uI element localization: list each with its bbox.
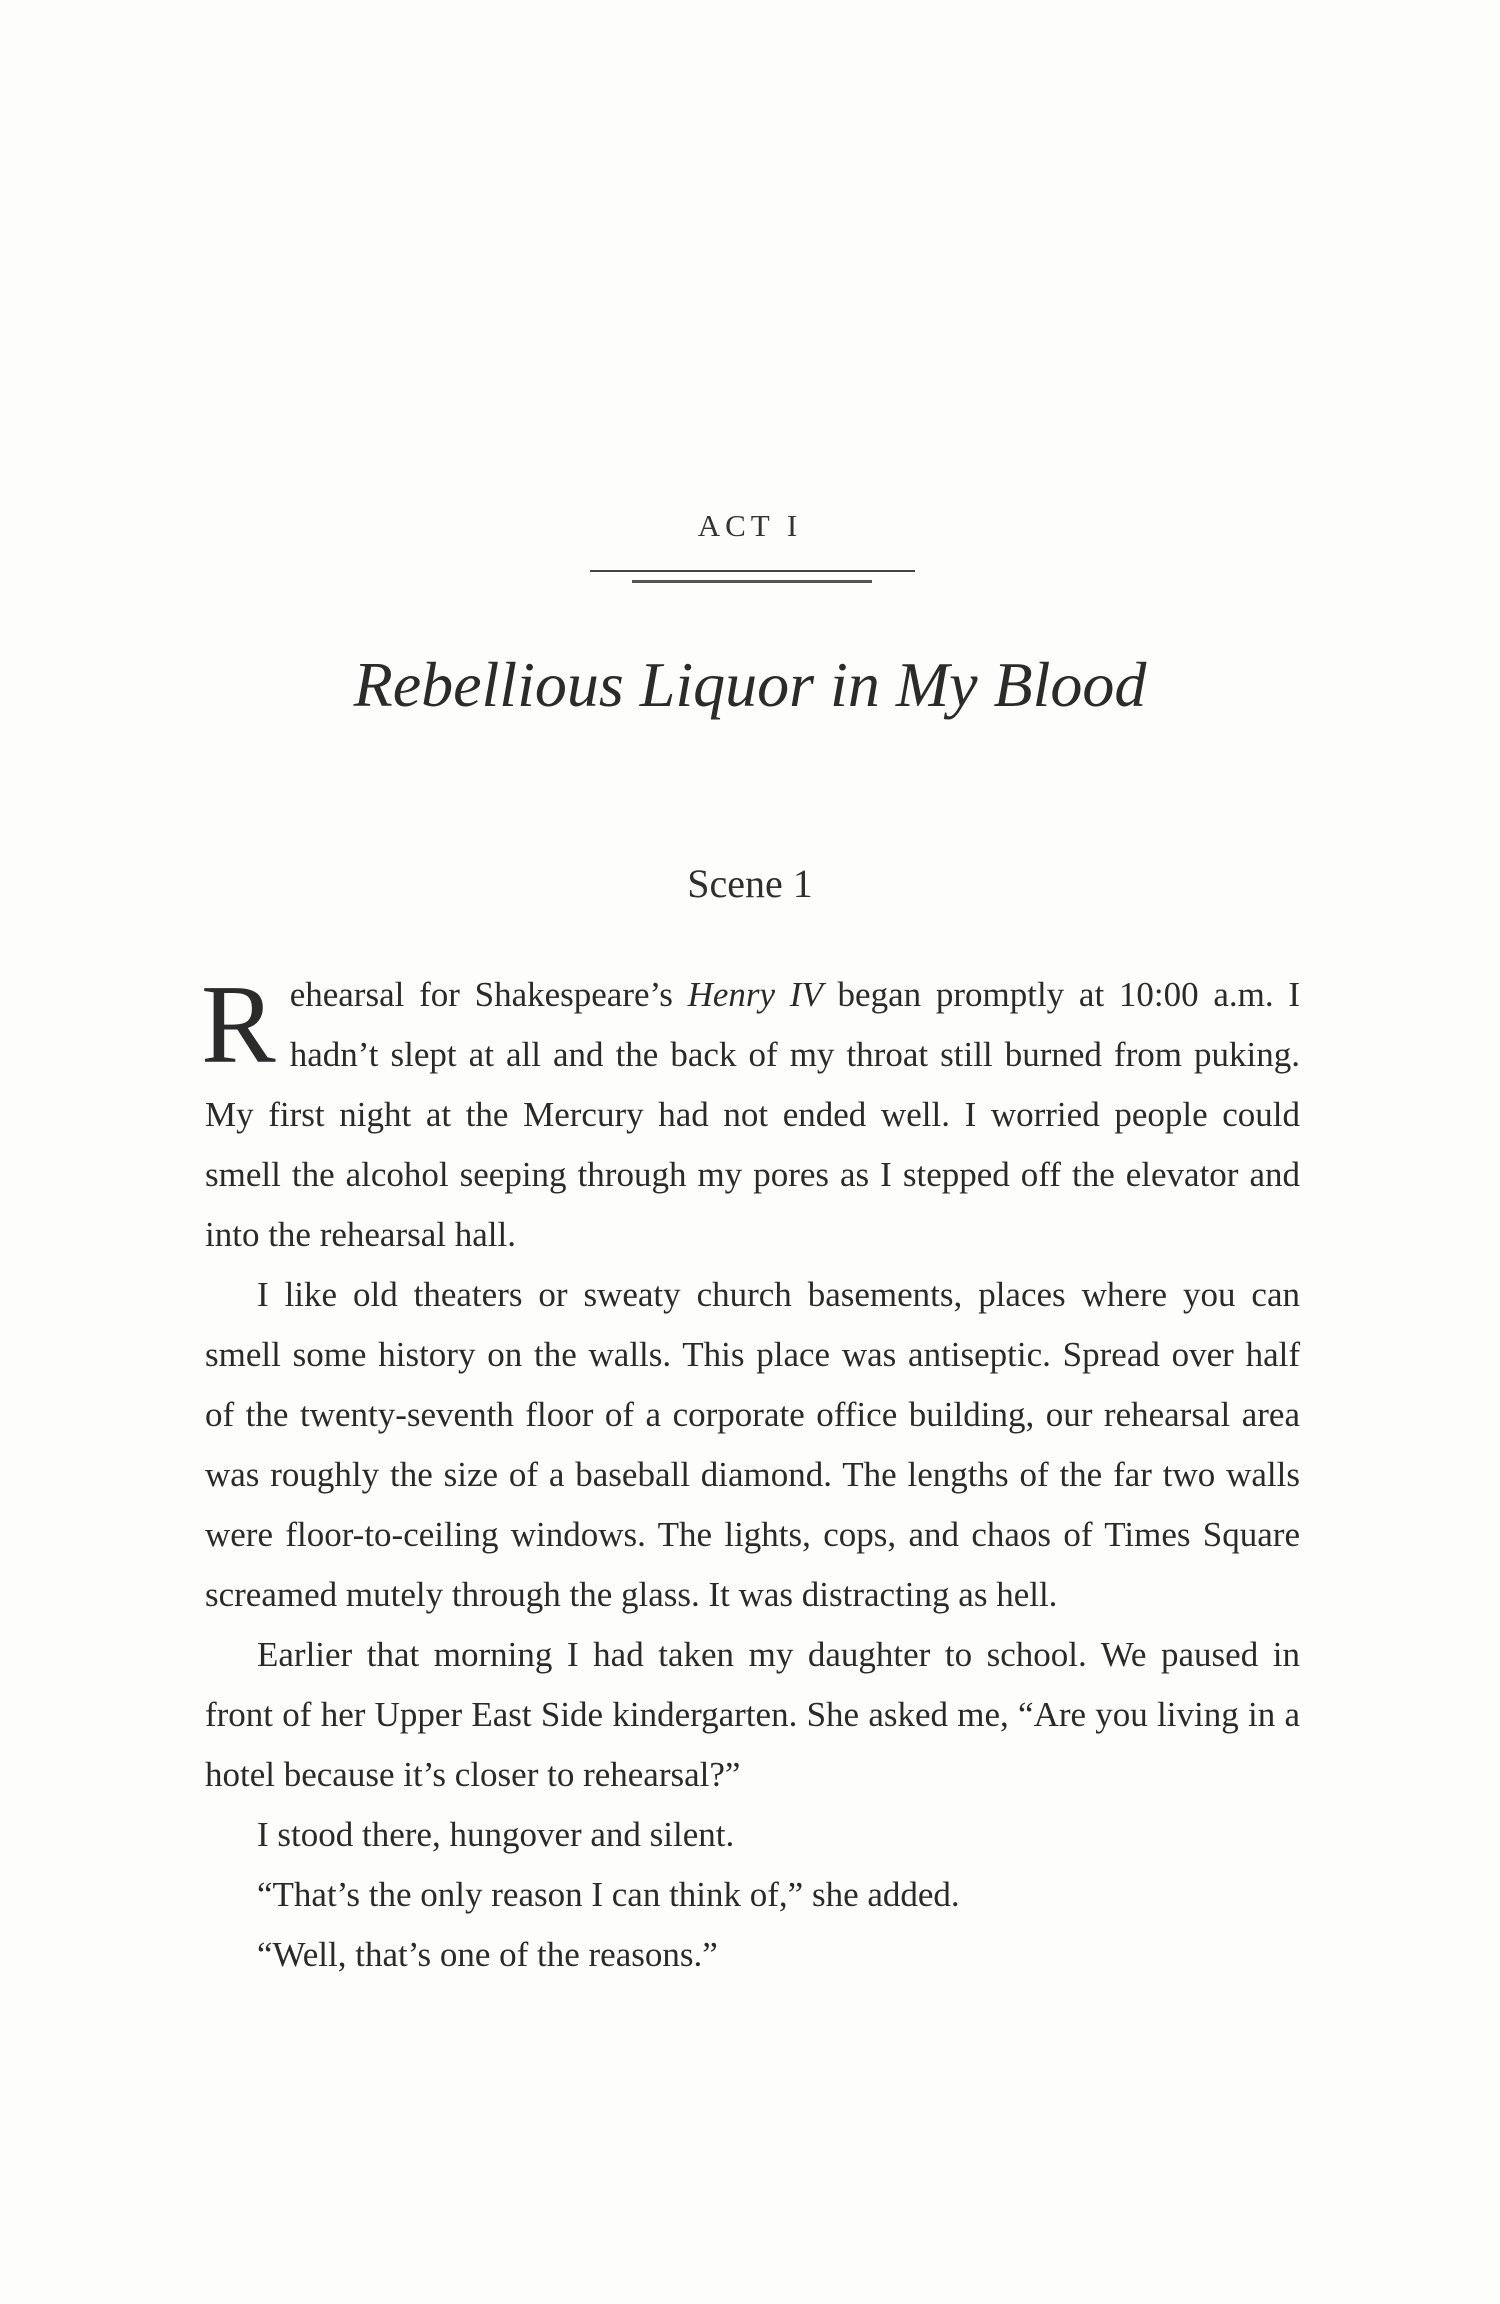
paragraph-3: Earlier that morning I had taken my daughter to school. We paused in front of her Upper East Side kindergarten. She asked me, “Are you living in a hotel because it’s closer to rehearsal?” <box>205 1635 1300 1794</box>
paragraph-6: “Well, that’s one of the reasons.” <box>257 1935 718 1974</box>
scene-label: Scene 1 <box>687 861 813 906</box>
paragraph-2: I like old theaters or sweaty church basements, places where you can smell some history on the walls. This place was antiseptic. Spread over half of the twenty-seventh floor of a corporate office building, our rehearsal area was roughly the size of a baseball diamond. The lengths of the far two walls were floor-to-ceiling windows. The lights, cops, and chaos of Times Square screamed mutely through the glass. It was distracting as hell. <box>205 1275 1300 1614</box>
ornamental-rule-long <box>590 570 915 572</box>
paragraph-1-start: ehearsal for Shakespeare’s <box>289 975 688 1014</box>
paragraph-5: “That’s the only reason I can think of,” she added. <box>257 1875 960 1914</box>
body-text <box>201 963 1300 1985</box>
play-title: Henry IV <box>687 975 823 1014</box>
paragraph-4: I stood there, hungover and silent. <box>257 1815 735 1854</box>
ornamental-rule-short <box>632 580 872 583</box>
paragraph-1-rest: began promptly at 10:00 a.m. I hadn’t slept at all and the back of my throat still burned from puking. My first night at the Mercury had not ended well. I worried people could smell the alcohol seeping through my pores as I stepped off the elevator and into the rehearsal hall. <box>205 975 1300 1254</box>
act-label: ACT I <box>697 508 803 543</box>
act-title: Rebellious Liquor in My Blood <box>353 649 1147 720</box>
drop-cap: R <box>201 963 276 1087</box>
paragraph-1 <box>201 963 1300 1265</box>
